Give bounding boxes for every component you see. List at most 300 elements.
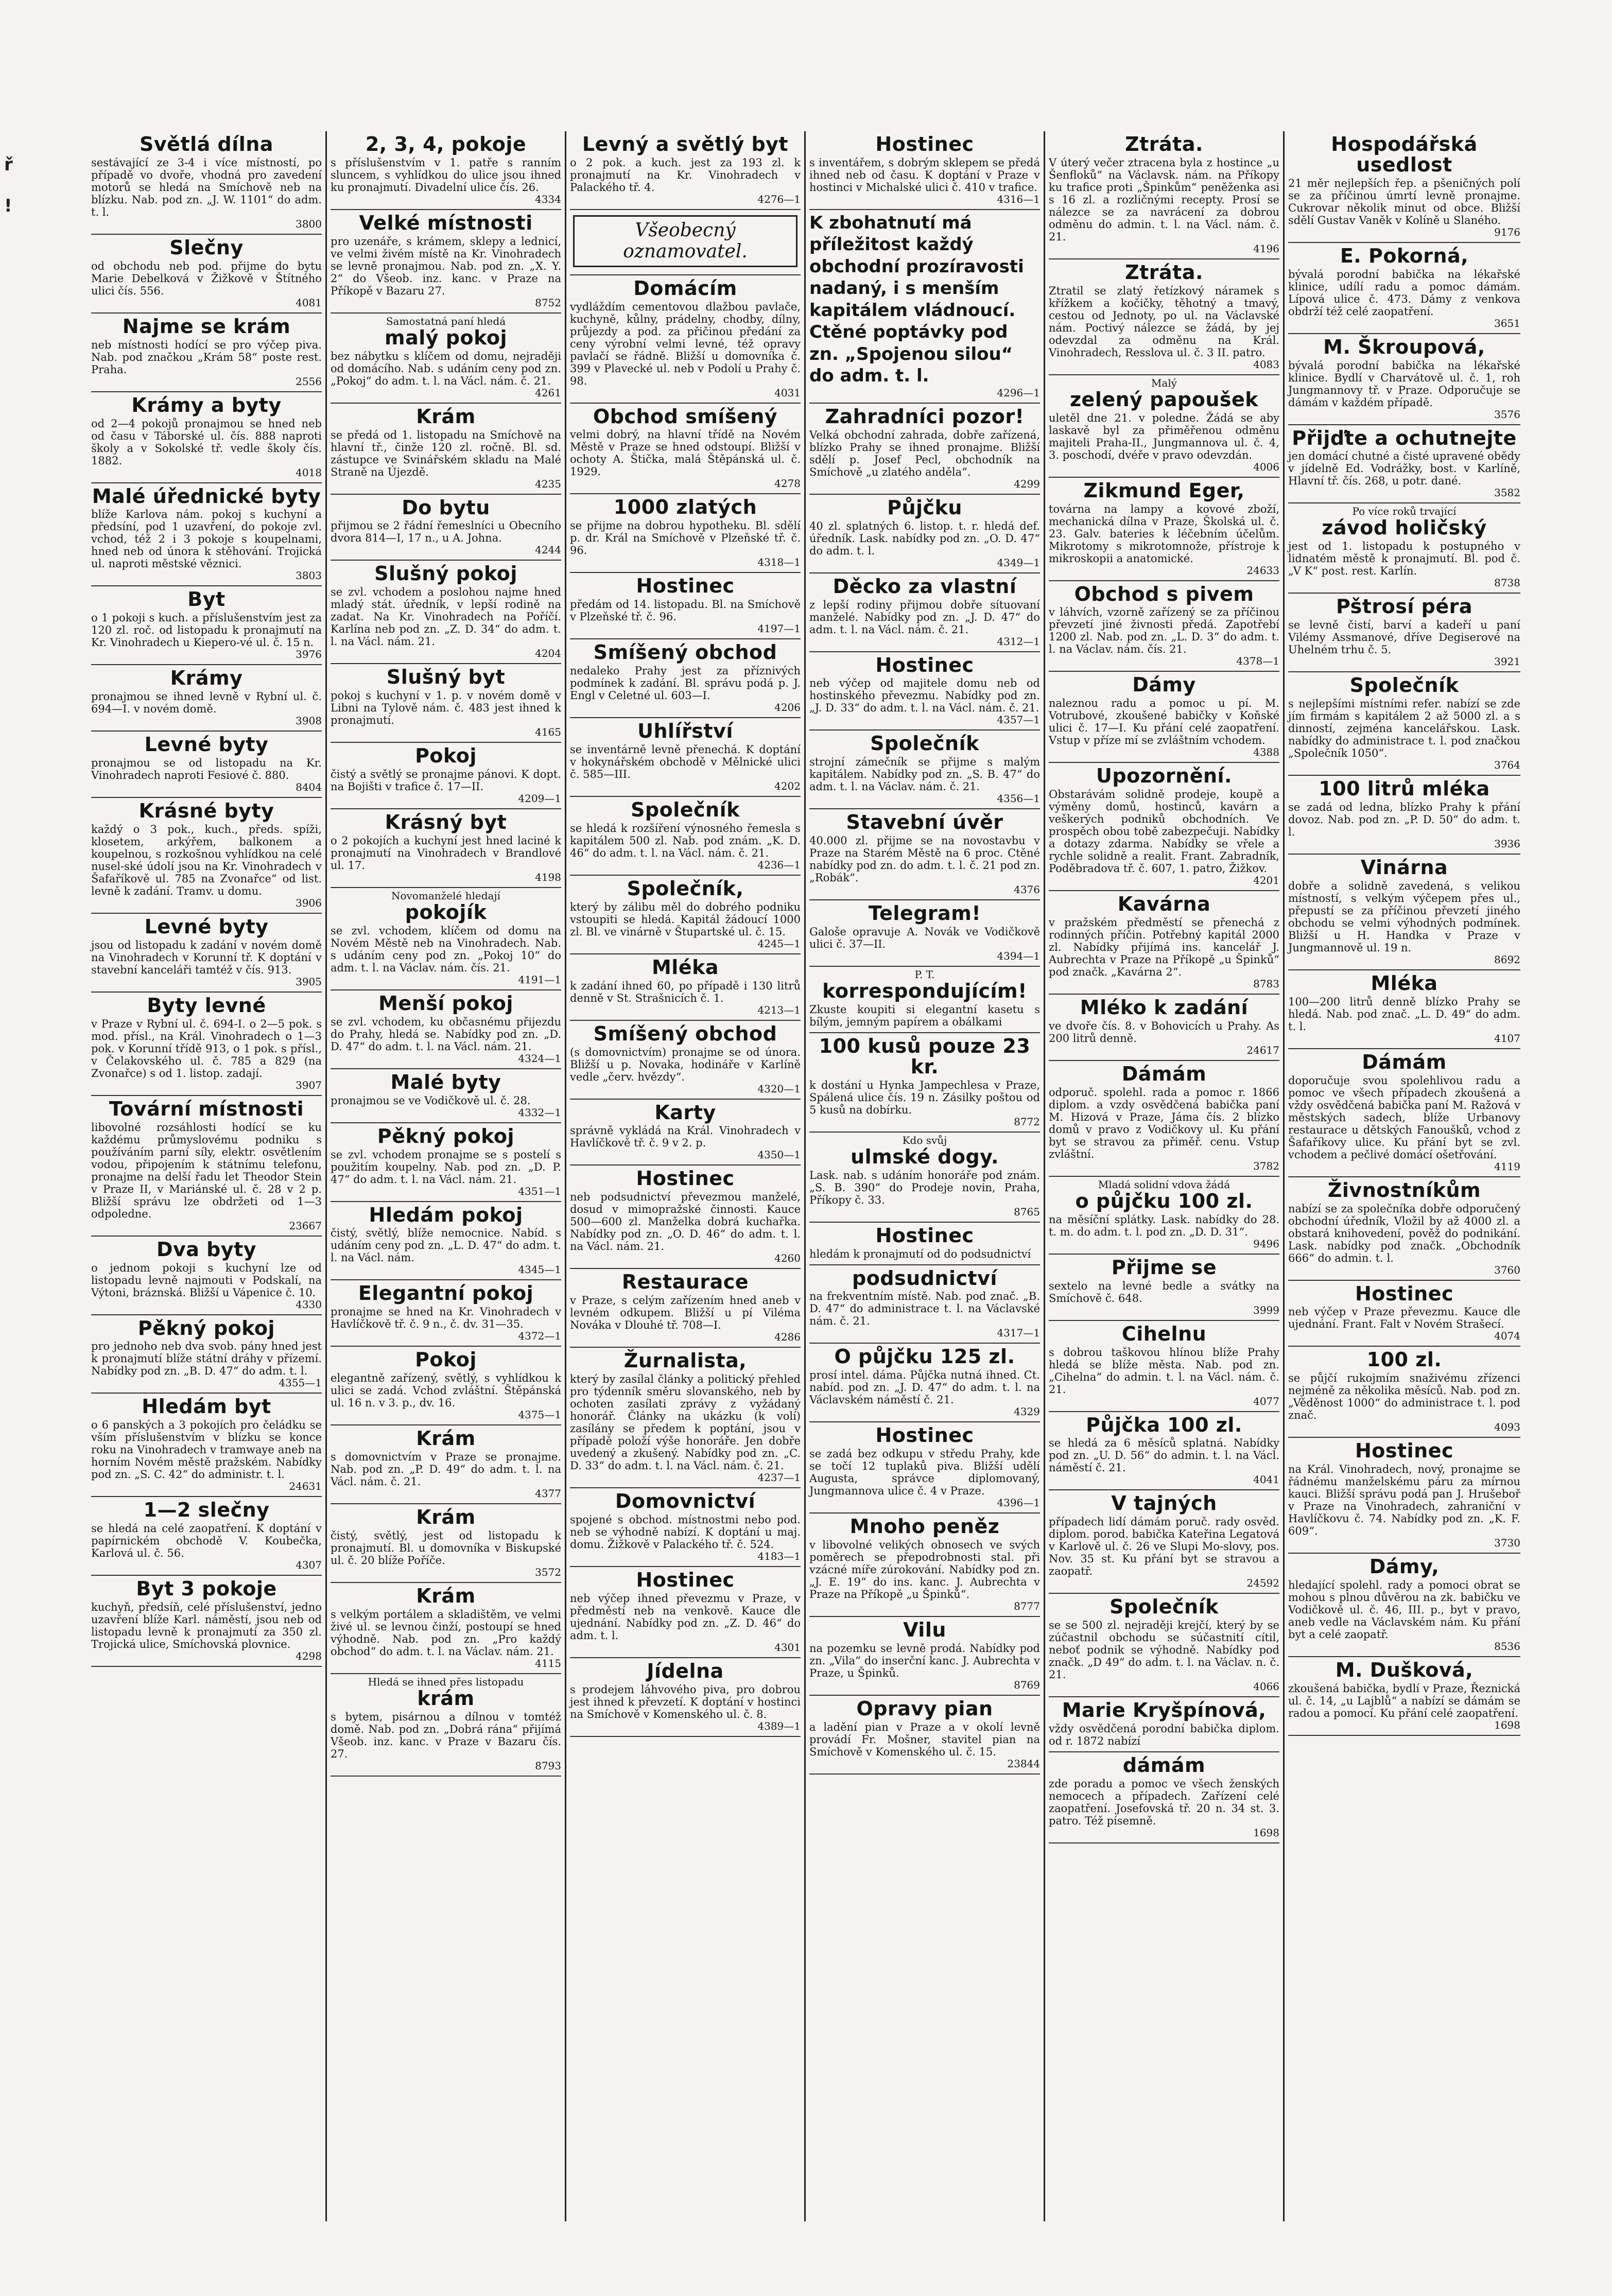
classified-ad [1288,855,1520,970]
ad-heading: Ztráta. [1125,133,1203,155]
ad-body: s příslušenstvím v 1. patře s ranním sluncem, s vyhlídkou do ulice jsou ihned ku pronajmutí. Divadelní ulice čís. 26. [331,156,561,194]
classified-ad [91,1576,322,1667]
classified-ad [91,732,322,798]
ad-reference-number: 8769 [1014,1679,1040,1692]
ad-body: se půjčí rukojmím snaživému zřízenci nejméně za několika měsíců. Nab. pod zn. „Věděnost 1000“ do administrace t. l. pod znač. [1288,1372,1520,1422]
ad-heading: Dva byty [156,1238,257,1261]
ad-reference-number: 3572 [535,1566,561,1579]
classified-ad [570,718,801,797]
ad-heading: Kavárna [1117,893,1211,916]
ad-heading: Domovnictví [615,1490,756,1513]
ad-body: 40.000 zl. přijme se na novostavbu v Praze na Starém Městě na 6 proc. Ctěné nabídky pod zn. do adm. t. l. č. 21 pod zn. „Robák“. [809,834,1040,884]
column-2 [327,131,566,2221]
ad-heading: Malé byty [390,1070,501,1093]
ad-reference-number: 4376 [1014,883,1040,896]
classified-ad [809,131,1040,210]
classified-ad [809,1344,1040,1422]
classified-ad [570,639,801,718]
ad-body: sextelo na levné bedle a svátky na Smíchově č. 648. [1049,1279,1279,1304]
ad-body: přijmou se 2 řádní řemeslníci u Obecního dvora 814—I, 17 n., u A. Johna. [331,519,561,545]
classified-columns [88,131,1524,2221]
ad-reference-number: 4261 [535,386,561,399]
classified-ad [91,235,322,314]
ad-preheading: Kdo svůj [902,1134,947,1146]
ad-reference-number: 3976 [296,648,322,661]
classified-ad [809,1033,1040,1133]
ad-body: od obchodu neb pod. přijme do bytu Marie Debelková v Žižkově v Štítného ulici čís. 556. [91,259,322,297]
ad-reference-number: 4276—1 [757,193,801,205]
classified-ad [809,1696,1040,1775]
classified-ad [1288,1438,1520,1554]
classified-ad [1288,1177,1520,1281]
classified-ad [570,797,801,876]
ad-body: čistý, světlý, jest od listopadu k pronajmutí. Bl. u domovníka v Biskupské ul. č. 20 blíže Poříče. [331,1529,561,1567]
ad-reference-number: 4198 [535,871,561,884]
ad-reference-number: 4183—1 [757,1550,801,1563]
classified-ad [570,494,801,573]
ad-heading: Hledám pokoj [369,1203,523,1226]
ad-heading: Ztráta. [1125,260,1203,284]
ad-reference-number: 4018 [296,466,322,479]
ad-reference-number: 3907 [296,1079,322,1091]
ad-body: v libovolné velikých obnosech ve svých poměrech se přepodrobnosti stal. při vzácné míře zúrokování. Nabídky pod zn. „J. E. 19“ do ins. kanc. J. Aubrechta v Praze na Příkopě „u Špinků“. [809,1539,1040,1601]
classified-ad [91,665,322,732]
classified-ad [570,1166,801,1269]
classified-ad [1288,334,1520,425]
ad-heading: Živnostníkům [1327,1178,1481,1202]
ad-body: Lask. nab. s udáním honoráře pod znám. „S. B. 390“ do Prodeje novin, Praha, Příkopy č. 33. [809,1169,1040,1206]
ad-body: správně vykládá na Král. Vinohradech v Havlíčkově tř. č. 9 v 2. p. [570,1124,801,1150]
ad-heading: Krásné byty [138,799,274,823]
ad-heading: Slušný pokoj [374,562,517,585]
ad-reference-number: 4316—1 [997,193,1040,205]
ad-body: neb výčep ihned převezmu v Praze, v předměstí neb na venkově. Kauce dle ujednání. Nabídky pod zn. „Z. D. 46“ do adm. t. l. [570,1592,801,1642]
ad-heading: Jídelna [647,1659,724,1682]
ad-heading: Zikmund Eger, [1083,479,1245,502]
ad-body: vždy osvědčená porodní babička diplom. od r. 1872 nabízí [1049,1723,1279,1748]
ad-reference-number: 4204 [535,647,561,660]
ad-body: se zadá od ledna, blízko Prahy k přání dovoz. Nab. pod zn. „P. D. 50“ do adm. t. l. [1288,801,1520,839]
classified-ad [91,483,322,587]
ad-reference-number: 4202 [774,780,801,793]
classified-ad [1049,672,1279,763]
ad-body: pro jednoho neb dva svob. pány hned jest k pronajmutí blíže státní dráhy v přízemí. Nabídky pod zn. „B. D. 47“ do adm. t. l. [91,1340,322,1378]
classified-ad [331,1123,561,1202]
ad-body: Zkuste koupiti si elegantní kasetu s bílým, jemným papírem a obálkami [809,1003,1040,1029]
ad-body: případech lidí dámám poruč. rady osvěd. diplom. porod. babička Kateřina Legatová v Karlově ul. č. 26 ve Slupi Mo-slovy, pos. Nov. 35 st. Ku přání byt se stravou a zaopatř. [1049,1516,1279,1578]
ad-body: sestávající ze 3-4 i více místností, po případě vo dvoře, vhodná pro zavedení motorů se hledá na Smíchově neb na blízku. Nab. pod zn. „J. W. 1101“ do adm. t. l. [91,156,322,218]
ad-heading: Krám [416,1585,476,1608]
ad-heading: Krásný byt [385,811,507,834]
classified-ad [809,404,1040,495]
ad-heading: Žurnalista, [623,1349,747,1372]
ad-heading: Pokoj [415,744,477,768]
ad-body: s inventářem, s dobrým sklepem se předá ihned neb od času. K doptání v Praze v hostinci v Michalské ulici č. 410 v trafice. [809,156,1040,194]
ad-heading: Opravy pian [856,1697,993,1720]
ad-reference-number: 8793 [535,1759,561,1772]
margin-mark: ř [4,154,13,175]
ad-body: prosí intel. dáma. Půjčka nutná ihned. Ct. nabíd. pod zn. „J. D. 47“ do adm. t. l. na Václavském náměstí č. 21. [809,1369,1040,1406]
ad-heading: ulmské dogy. [851,1145,999,1168]
ad-reference-number: 4235 [535,477,561,490]
ad-body: ve dvoře čís. 8. v Bohovicích u Prahy. As 200 litrů denně. [1049,1020,1279,1045]
ad-body: kuchyň, předsíň, celé příslušenství, jedno uzavření blíže Karl. náměstí, jsou neb od listopadu levně k pronajmutí za 350 zl. Trojická ulice, Smíchovská plovnice. [91,1601,322,1651]
ad-heading: 1—2 slečny [143,1499,270,1522]
ad-reference-number: 4236—1 [757,858,801,871]
section-banner: Všeobecný oznamovatel. [573,215,798,267]
classified-ad [570,573,801,639]
classified-ad [570,1269,801,1348]
ad-reference-number: 4245—1 [757,937,801,950]
ad-reference-number: 3906 [296,897,322,910]
ad-heading: Slečny [169,236,244,259]
ad-body: neb výčep od majitele domu neb od hostinského převezmu. Nabídky pod zn. „J. D. 33“ do adm. t. l. na Václ. nám. č. 21. [809,677,1040,715]
ad-reference-number: 8738 [1494,577,1520,589]
newspaper-page [88,131,1524,2221]
classified-ad [570,954,801,1021]
ad-heading: Najme se krám [122,315,291,338]
ad-body: čistý, světlý, blíže nemocnice. Nabíd. s udáním ceny pod zn. „L. D. 47“ do adm. t. l. na Václ. nám. [331,1227,561,1264]
classified-ad [809,652,1040,731]
ad-reference-number: 4066 [1253,1680,1279,1693]
classified-ad [331,561,561,664]
ad-heading: pokojík [405,901,487,924]
ad-body: který by zálibu měl do dobrého podniku vstoupiti se hledá. Kapitál žádoucí 1000 zl. Bl. ve vinárně v Štupartské ul. č. 15. [570,900,801,938]
classified-ad [1288,1049,1520,1177]
ad-reference-number: 23844 [1007,1757,1040,1770]
classified-ad [1049,1412,1279,1491]
ad-heading: Malé úřednické byty [92,484,321,508]
classified-ad [91,1096,322,1237]
classified-ad [809,1223,1040,1265]
ad-reference-number: 4165 [535,726,561,739]
ad-body: o 2 pok. a kuch. jest za 193 zl. k pronajmutí na Kr. Vinohradech v Palackého tř. 4. [570,156,801,194]
ad-heading: Dámy [1132,673,1196,697]
classified-ad [1049,891,1279,995]
ad-body: se zvl. vchodem pronajme se s postelí s použitím koupelny. Nab. pod zn. „D. P. 47“ do adm. t. l. na Václ. nám. 21. [331,1148,561,1186]
ad-body: Velká obchodní zahrada, dobře zařízená, blízko Prahy se ihned pronajme. Bližší sdělí p. Josef Pecl, obchodník na Smíchově „u zlatého anděla“. [809,428,1040,478]
classified-ad [1288,131,1520,243]
ad-heading: podsudnictví [852,1266,997,1290]
classified-ad [1288,970,1520,1049]
ad-heading: korrespondujícím! [822,980,1027,1003]
ad-heading: Pěkný pokoj [377,1124,515,1147]
classified-ad [809,1265,1040,1344]
ad-heading: Hostinec [636,1167,735,1190]
ad-heading: 100 litrů mléka [1319,777,1490,801]
ad-reference-number: 4357—1 [997,714,1040,726]
ad-heading: Do bytu [402,496,490,519]
ad-heading: Pštrosí péra [1336,595,1473,618]
ad-reference-number: 4093 [1494,1421,1520,1434]
ad-body: v láhvích, vzorně zařízený se za příčinou převzetí jiné živnosti předá. Zapotřebí 1200 zl. Nab. pod zn. „L. D. 3“ do adm. t. l. na Václav. nám. čís. 21. [1049,606,1279,656]
classified-ad [331,210,561,314]
ad-heading: Obchod s pivem [1074,582,1254,605]
classified-ad [1288,672,1520,776]
classified-ad [91,392,322,483]
classified-ad [809,1617,1040,1696]
classified-ad [809,967,1040,1033]
ad-heading: Mnoho peněz [850,1515,1000,1538]
classified-ad [570,210,801,275]
ad-heading: Hostinec [875,1424,974,1447]
ad-preheading: Po více roků trvající [1352,505,1457,518]
classified-ad [331,664,561,743]
ad-reference-number: 9496 [1253,1237,1279,1250]
ad-reference-number: 4298 [296,1650,322,1663]
classified-ad [1049,1321,1279,1412]
ad-heading: Přijďte a ochutnejte [1292,426,1517,449]
ad-body: bez nábytku s klíčem od domu, nejraději od domácího. Nab. s udáním ceny pod zn. „Pokoj“ do adm. t. l. na Václ. nám. č. 21. [331,350,561,387]
ad-heading: Obchod smíšený [593,405,778,428]
ad-reference-number: 4318—1 [757,556,801,569]
ad-body: jest od 1. listopadu k postupného v lidnatém městě k pronajmutí. Bl. pod č. „V K“ post. rest. Karlín. [1288,540,1520,578]
ad-heading: dámám [1122,1754,1206,1777]
ad-heading: o půjčku 100 zl. [1075,1189,1253,1212]
classified-ad [1288,503,1520,594]
classified-ad [570,1567,801,1658]
ad-body: se zvl. vchodem, klíčem od domu na Novém Městě neb na Vinohradech. Nab. s udáním ceny pod zn. „Pokoj 10“ do adm. t. l. na Václav. nám. čís. 21. [331,924,561,974]
ad-reference-number: 9176 [1494,225,1520,238]
ad-heading: Hostinec [875,653,974,676]
ad-body: a ladění pian v Praze a v okolí levně provádí Fr. Mošner, stavitel pian na Smíchově v Komenského ul. č. 15. [809,1720,1040,1758]
ad-body: se levně čistí, barví a kadeří u paní Vilémy Assmanové, dříve Degiserové na Uhelném trhu č. 5. [1288,619,1520,656]
classified-ad [809,1422,1040,1514]
ad-reference-number: 4119 [1494,1160,1520,1173]
classified-ad [331,404,561,495]
classified-ad [1049,763,1279,891]
ad-body: pronajmou se ihned levně v Rybní ul. č. 694—I. v novém domě. [91,690,322,716]
ad-preheading: Samostatná paní hledá [386,315,506,327]
ad-preheading: P. T. [914,968,935,981]
ad-body: V úterý večer ztracena byla z hostince „u Šenfloků“ na Václavsk. nám. na Příkopy ku trafice proti „Špinkům“ peněženka asi s 16 zl. a rozličnými recepty. Prosí se nálezce se za navrácení za dobrou odměnu do admin. t. l. na Václ. nám. č. 21. [1049,156,1279,243]
ad-body: s domovnictvím v Praze se pronajme. Nab. pod zn. „P. D. 49“ do adm. t. l. na Václ. nám. č. 21. [331,1451,561,1488]
classified-ad [1049,1752,1279,1843]
ad-reference-number: 4329 [1014,1405,1040,1418]
ad-reference-number: 4115 [535,1657,561,1669]
classified-ad [331,1674,561,1777]
ad-body: neb výčep v Praze převezmu. Kauce dle ujednání. Frant. Falt v Novém Strašecí. [1288,1306,1520,1331]
ad-heading: Restaurace [621,1271,749,1294]
classified-ad [570,876,801,954]
ad-reference-number: 8536 [1494,1640,1520,1653]
ad-reference-number: 4355—1 [279,1377,322,1389]
classified-ad [1288,425,1520,504]
ad-preheading: Novomanželé hledají [391,890,501,902]
ad-body: neb podsudnictví převezmou manželé, dosud v mimopražské činnosti. Kauce 500—600 zl. Manželka dobrá kuchařka. Nabídky pod zn. „O. D. 46“ do adm. t. l. na Václ. nám. 21. [570,1191,801,1253]
ad-heading: Byt [187,588,226,611]
ad-body: (s domovnictvím) pronajme se od února. Bližší u p. Novaka, hodináře v Karlíně vedle „červ. hvězdy“. [570,1046,801,1083]
classified-ad [570,1100,801,1166]
classified-ad [1049,1594,1279,1697]
classified-ad [331,888,561,990]
ad-reference-number: 4074 [1494,1330,1520,1343]
ad-heading: Krám [416,405,476,428]
ad-body: se hledá na celé zaopatření. K doptání v papírnickém obchodě V. Koubečka, Karlová ul. č. 56. [91,1522,322,1560]
classified-ad [570,131,801,210]
ad-heading: zelený papoušek [1069,388,1259,411]
ad-body: libovolné rozsáhlosti hodící se ku každému průmyslovému podniku s používáním parní síly, elektr. osvětlením vodou, připojením k státnímu telefonu, pronajme na delší řadu let Theodor Stein v Praze II, v Mariánské ul. č. 28 v 2 p. Bližší správu lze obdržeti od 1—3 odpoledne. [91,1121,322,1220]
ad-reference-number: 4083 [1253,358,1279,371]
ad-body: pro uzenáře, s krámem, sklepy a lednicí, ve velmi živém místě na Kr. Vinohradech se levně pronajmou. Nab. pod zn. „X. Y. 2“ do Všeob. inz. kanc. v Praze na Příkopě v Bazaru 27. [331,235,561,297]
ad-heading: Společník [631,798,740,822]
classified-ad [1049,1697,1279,1752]
ad-reference-number: 23667 [289,1219,322,1232]
ad-reference-number: 4201 [1253,874,1279,887]
ad-reference-number: 4209—1 [518,792,561,805]
ad-reference-number: 4377 [535,1487,561,1500]
ad-reference-number: 4213—1 [757,1003,801,1016]
ad-heading: Levné byty [144,733,269,756]
ad-reference-number: 4107 [1494,1032,1520,1045]
ad-body: v Praze v Rybní ul. č. 694-I. o 2—5 pok. s mod. přísl., na Král. Vinohradech o 1—3 pok. v Korunní třídě 913, o 1 pok. s přísl., v Čelakovského ul. č. 785 a 829 (na Zvonařce) s od 1. listop. zadají. [91,1017,322,1080]
ad-body: zde poradu a pomoc ve všech ženských nemocech a případech. Zařízení celé zaopatření. Josefovská tř. 20 n. 34 st. 3. patro. Též písemně. [1049,1778,1279,1828]
ad-reference-number: 4299 [1014,477,1040,490]
ad-body: bývalá porodní babička na lékařské klinice. Bydlí v Charvátově ul. č. 1, roh Jungmannovy tř. v Praze. Odporučuje se dámám v každém případě. [1288,359,1520,409]
ad-reference-number: 8752 [535,296,561,309]
ad-body: se inventárně levně přenechá. K doptání v hokynářském obchodě v Mělnické ulici č. 585—III. [570,743,801,781]
classified-ad [331,990,561,1069]
ad-heading: Hostinec [636,1569,735,1592]
ad-body: bývalá porodní babička na lékařské klinice, udílí radu a pomoc dámám. Lípová ulice č. 473. Dámy z venkova obdrží též celé zaopatření. [1288,268,1520,318]
ad-body: na frekventním místě. Nab. pod znač. „B. D. 47“ do administrace t. l. na Václavské nám. č. 21. [809,1290,1040,1328]
classified-ad [1288,776,1520,855]
ad-heading: Byty levné [147,994,266,1017]
classified-ad [1288,1657,1520,1736]
ad-reference-number: 3576 [1494,408,1520,421]
ad-heading: Krám [416,1427,476,1450]
ad-heading: 100 zl. [1366,1348,1442,1371]
ad-heading: Půjčku [887,496,962,519]
classified-ad [331,809,561,888]
ad-heading: Tovární místnosti [109,1097,304,1120]
classified-ad [91,1394,322,1497]
ad-preheading: Hledá se ihned přes listopadu [368,1675,524,1688]
ad-body: neb místnosti hodící se pro výčep piva. Nab. pod značkou „Krám 58“ poste rest. Praha. [91,338,322,376]
ad-body: hledající spolehl. rady a pomoci obrat se mohou s plnou důvěrou na zk. babičku ve Vodičkově ul. č. 46, III. p., byt v pravo, aneb vedle na Václavském nám. Ku přání byt a celé zaopatř. [1288,1579,1520,1641]
ad-body: se se 500 zl. nejraději krejčí, který by se zúčastnil obchodu se súčastnití cítil, neboť podnik se výhodně. Nabídky pod značk. „D 49“ do adm. t. l. na Václav. n. č. 21. [1049,1619,1279,1681]
ad-body: se hledá za 6 měsíců splatná. Nabídky pod zn. „U. D. 56“ do admin. t. l. na Václ. náměstí č. 21. [1049,1437,1279,1474]
classified-ad [570,1488,801,1567]
classified-ad [331,1069,561,1123]
column-5 [1045,131,1285,2221]
ad-body: na Král. Vinohradech, nový, pronajme se řádnému manželskému páru za mírnou kauci. Bližší správu podá pan J. Hrušeboř v Praze na Vinohradech, zahraniční v Havlíčkovu č. 74. Nabídky pod zn. „K. F. 609“. [1288,1463,1520,1538]
ad-reference-number: 4356—1 [997,792,1040,805]
ad-heading: Dámám [1121,1063,1207,1086]
ad-heading: krám [417,1686,475,1710]
ad-heading: Menší pokoj [378,992,513,1015]
ad-body: v Praze, s celým zařízením hned aneb v levném odkupem. Bližší u pí Viléma Nováka v Dlouhé tř. 708—I. [570,1294,801,1332]
ad-reference-number: 3921 [1494,655,1520,668]
ad-reference-number: 3760 [1494,1263,1520,1276]
classified-ad [91,131,322,235]
classified-ad [331,1280,561,1347]
classified-ad [570,275,801,404]
ad-heading: Velké místnosti [359,211,533,234]
ad-body: o 1 pokoji s kuch. a příslušenstvím jest za 120 zl. roč. od listopadu k pronajmutí na Kr. Vinohradech u Kiepero-vé ul. č. 15 n. [91,612,322,649]
classified-ad [1049,1061,1279,1177]
ad-reference-number: 4349—1 [997,556,1040,569]
ad-heading: Levné byty [144,915,269,938]
ad-heading: Hostinec [875,1224,974,1247]
ad-preheading: Mladá solidní vdova žádá [1098,1178,1230,1191]
ad-heading: Společník, [627,877,744,900]
ad-body: na pozemku se levně prodá. Nabídky pod zn. „Vila“ do inserční kanc. J. Aubrechta v Praze, u Špinků. [809,1642,1040,1680]
ad-heading: Uhlířství [637,720,733,743]
ad-body: strojní zámečník se přijme s malým kapitálem. Nabídky pod zn. „S. B. 47“ do adm. t. l. na Václav. nám. č. 21. [809,756,1040,793]
classified-ad [809,809,1040,900]
ad-heading: Telegram! [868,902,981,925]
column-6 [1285,131,1524,2221]
ad-heading: E. Pokorná, [1340,244,1469,267]
ad-heading: V tajných [1111,1492,1217,1515]
ad-reference-number: 4260 [774,1252,801,1265]
classified-ad [331,131,561,210]
ad-heading: Světlá dílna [140,133,273,155]
classified-ad [570,1348,801,1488]
ad-body: nabízí se za společníka dobře odporučený obchodní úředník, Vložil by až 4000 zl. a obstará knihovedení, pověž do podnikání. Lask. nabídky pod značk. „Obchodník 666“ do admin. t. l. [1288,1202,1520,1264]
ad-reference-number: 4345—1 [518,1263,561,1276]
ad-heading: Byt 3 pokoje [136,1577,277,1601]
ad-body: se předá od 1. listopadu na Smíchově na hlavní tř., činže 120 zl. ročně. Bl. sd. zástupce ve Svinářském skladu na Malé Straně na Újezdě. [331,428,561,478]
ad-heading: Krámy a byty [131,393,282,416]
column-4 [806,131,1045,2221]
ad-reference-number: 4031 [774,386,801,399]
ad-reference-number: 4351—1 [518,1185,561,1197]
ad-preheading: Malý [1151,376,1177,389]
ad-heading: Hledám byt [142,1395,271,1418]
ad-heading: Společník [1349,674,1459,697]
ad-reference-number: 4375—1 [518,1408,561,1421]
ad-heading: M. Dušková, [1335,1659,1474,1682]
classified-ad [91,993,322,1096]
classified-ad [1049,1177,1279,1255]
classified-ad [809,210,1040,404]
classified-ad [91,314,322,392]
ad-body: se zvl. vchodem, ku občasnému přijezdu do Prahy, hledá se. Nabídky pod zn. „D. D. 47“ do adm. t. l. na Václ. nám. 21. [331,1015,561,1053]
ad-body: nedaleko Prahy jest za příznivých podmínek k zadání. Bl. správu podá p. J. Engl v Celetné ul. 603—I. [570,665,801,702]
ad-heading: 2, 3, 4, pokoje [365,133,527,155]
ad-body: zkoušená babička, bydlí v Praze, Řeznická ul. č. 14, „u Lajblů“ a nabízí se dámám se radou a pomocí. Ku přání celé zaopatření. [1288,1682,1520,1720]
classified-ad [1288,1347,1520,1438]
ad-heading: Upozornění. [1096,764,1232,788]
ad-body: jen domácí chutné a čisté upravené obědy v jídelně Ed. Vodrážky, bost. v Karlíně, Hlavní tř. čís. 268, u potr. dané. [1288,450,1520,488]
classified-ad [1049,1490,1279,1594]
ad-reference-number: 3582 [1494,486,1520,499]
ad-heading: Společník [1110,1595,1219,1619]
ad-reference-number: 3730 [1494,1537,1520,1550]
ad-reference-number: 4394—1 [997,950,1040,963]
classified-ad [91,1497,322,1576]
classified-ad [331,1202,561,1281]
ad-body: který by zasílal články a politický přehled pro týdenník směru slovanského, neb by ochoten zasílati zprávy z vyžádaný honorář. Články na ukázku (k volí) zasílány se předem k poptání, jsou v případě položí výše honoráře. Jen dobře uvedený a zkušený. Nabídky pod zn. „C. D. 33“ do adm. t. l. na Václ. nám. č. 21. [570,1373,801,1472]
ad-reference-number: 4196 [1253,242,1279,255]
ad-reference-number: 4324—1 [518,1052,561,1065]
classified-ad [570,1021,801,1100]
ad-display-text: K zbohatnutí má příležitost každý obchodní prozíravosti nadaný, i s menším kapitálem vládnoucí. Ctěné poptávky pod zn. „Spojenou silou“ do adm. t. l. [809,212,1024,387]
ad-body: Obstarávám solidně prodeje, koupě a výměny domů, hostinců, kavárn a veškerých podniků obchodních. Ve prospěch obou tobě zabezpečuji. Nabídky a dotazy zdarma. Nabídky se vřele a rychle solidně a realit. Frant. Zabradník, Poděbradova tř. č. 607, 1. patro, Žižkov. [1049,788,1279,875]
ad-reference-number: 3782 [1253,1159,1279,1172]
ad-body: pronajmou se od listopadu na Kr. Vinohradech naproti Fesiové č. 880. [91,757,322,782]
classified-ad [1049,131,1279,259]
ad-heading: Smíšený obchod [593,641,777,664]
ad-body: o 2 pokojích a kuchyní jest hned laciné k pronajmutí na Vinohradech v Brandlové ul. 17. [331,834,561,872]
ad-reference-number: 8765 [1014,1205,1040,1218]
ad-reference-number: 4237—1 [757,1471,801,1484]
ad-reference-number: 24633 [1246,564,1279,577]
ad-reference-number: 4372—1 [518,1330,561,1343]
ad-reference-number: 3999 [1253,1303,1279,1316]
